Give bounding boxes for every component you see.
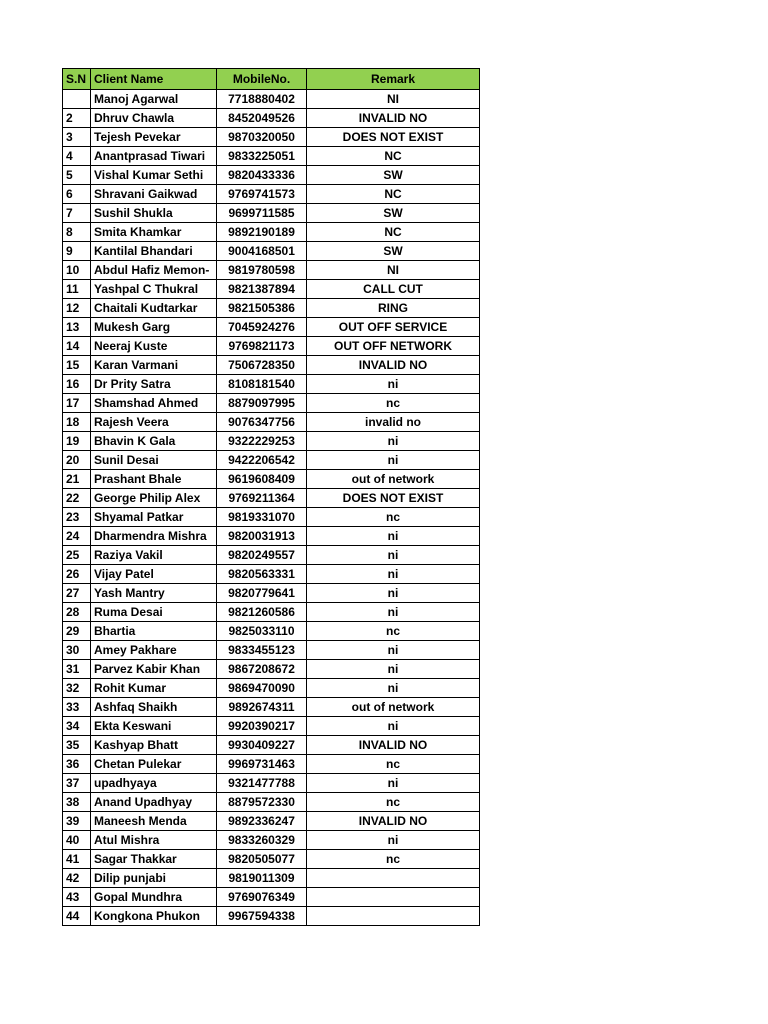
table-row <box>63 622 480 641</box>
table-row <box>63 793 480 812</box>
table-row <box>63 489 480 508</box>
cell-sn: 31 <box>63 660 91 679</box>
cell-remark: nc <box>307 755 480 774</box>
cell-sn: 38 <box>63 793 91 812</box>
cell-sn: 29 <box>63 622 91 641</box>
cell-remark: ni <box>307 565 480 584</box>
header-mobile: MobileNo. <box>217 69 307 90</box>
table-row <box>63 394 480 413</box>
cell-client-name: Dharmendra Mishra <box>91 527 217 546</box>
cell-sn: 2 <box>63 109 91 128</box>
table-row <box>63 432 480 451</box>
cell-remark: ni <box>307 774 480 793</box>
table-row <box>63 907 480 926</box>
cell-client-name: Raziya Vakil <box>91 546 217 565</box>
cell-client-name: Prashant Bhale <box>91 470 217 489</box>
cell-client-name: Shravani Gaikwad <box>91 185 217 204</box>
cell-sn: 33 <box>63 698 91 717</box>
cell-client-name: Chaitali Kudtarkar <box>91 299 217 318</box>
cell-mobile: 9820031913 <box>217 527 307 546</box>
table-row <box>63 736 480 755</box>
cell-client-name: Rohit Kumar <box>91 679 217 698</box>
cell-mobile: 9920390217 <box>217 717 307 736</box>
table-row <box>63 888 480 907</box>
cell-client-name: upadhyaya <box>91 774 217 793</box>
cell-client-name: Anand Upadhyay <box>91 793 217 812</box>
cell-sn: 19 <box>63 432 91 451</box>
cell-mobile: 9619608409 <box>217 470 307 489</box>
cell-mobile: 9969731463 <box>217 755 307 774</box>
cell-client-name: Sagar Thakkar <box>91 850 217 869</box>
cell-mobile: 9004168501 <box>217 242 307 261</box>
cell-remark: ni <box>307 679 480 698</box>
cell-mobile: 9892190189 <box>217 223 307 242</box>
cell-mobile: 9870320050 <box>217 128 307 147</box>
cell-remark: OUT OFF NETWORK <box>307 337 480 356</box>
table-row <box>63 584 480 603</box>
cell-remark: DOES NOT EXIST <box>307 128 480 147</box>
client-table <box>62 68 480 926</box>
table-row <box>63 508 480 527</box>
cell-mobile: 8452049526 <box>217 109 307 128</box>
cell-sn: 41 <box>63 850 91 869</box>
table-row <box>63 755 480 774</box>
header-row <box>63 69 480 90</box>
cell-mobile: 9821387894 <box>217 280 307 299</box>
cell-sn: 34 <box>63 717 91 736</box>
table-row <box>63 603 480 622</box>
table-row <box>63 299 480 318</box>
cell-sn: 6 <box>63 185 91 204</box>
cell-remark: INVALID NO <box>307 109 480 128</box>
table-row <box>63 869 480 888</box>
cell-client-name: Amey Pakhare <box>91 641 217 660</box>
cell-client-name: Dr Prity Satra <box>91 375 217 394</box>
table-row <box>63 128 480 147</box>
table-row <box>63 451 480 470</box>
cell-sn: 21 <box>63 470 91 489</box>
cell-mobile: 9769741573 <box>217 185 307 204</box>
cell-remark: ni <box>307 375 480 394</box>
cell-sn: 30 <box>63 641 91 660</box>
header-client: Client Name <box>91 69 217 90</box>
cell-remark: nc <box>307 793 480 812</box>
cell-remark: NI <box>307 90 480 109</box>
table-row <box>63 185 480 204</box>
cell-remark: CALL CUT <box>307 280 480 299</box>
cell-client-name: Parvez Kabir Khan <box>91 660 217 679</box>
table-row <box>63 850 480 869</box>
cell-client-name: Shamshad Ahmed <box>91 394 217 413</box>
cell-remark: nc <box>307 394 480 413</box>
cell-remark: RING <box>307 299 480 318</box>
table-row <box>63 831 480 850</box>
table-row <box>63 660 480 679</box>
cell-mobile: 9825033110 <box>217 622 307 641</box>
cell-sn: 28 <box>63 603 91 622</box>
cell-mobile: 9819011309 <box>217 869 307 888</box>
cell-sn: 18 <box>63 413 91 432</box>
cell-mobile: 9833225051 <box>217 147 307 166</box>
cell-sn: 24 <box>63 527 91 546</box>
cell-sn: 27 <box>63 584 91 603</box>
table-row <box>63 318 480 337</box>
cell-client-name: Shyamal Patkar <box>91 508 217 527</box>
cell-mobile: 9820249557 <box>217 546 307 565</box>
cell-remark: ni <box>307 660 480 679</box>
cell-mobile: 7045924276 <box>217 318 307 337</box>
cell-mobile: 9820505077 <box>217 850 307 869</box>
cell-sn: 15 <box>63 356 91 375</box>
cell-sn: 42 <box>63 869 91 888</box>
cell-mobile: 9769821173 <box>217 337 307 356</box>
cell-client-name: Abdul Hafiz Memon- <box>91 261 217 280</box>
cell-client-name: Kashyap Bhatt <box>91 736 217 755</box>
cell-mobile: 9820433336 <box>217 166 307 185</box>
cell-mobile: 9819780598 <box>217 261 307 280</box>
cell-mobile: 9867208672 <box>217 660 307 679</box>
table-row <box>63 470 480 489</box>
cell-mobile: 8879097995 <box>217 394 307 413</box>
table-row <box>63 242 480 261</box>
table-body <box>63 90 480 926</box>
cell-mobile: 9820563331 <box>217 565 307 584</box>
cell-remark: OUT OFF SERVICE <box>307 318 480 337</box>
cell-sn: 13 <box>63 318 91 337</box>
cell-mobile: 9869470090 <box>217 679 307 698</box>
cell-sn: 9 <box>63 242 91 261</box>
table-row <box>63 812 480 831</box>
cell-mobile: 9769076349 <box>217 888 307 907</box>
cell-client-name: Bhartia <box>91 622 217 641</box>
cell-client-name: Sushil Shukla <box>91 204 217 223</box>
cell-mobile: 9892674311 <box>217 698 307 717</box>
cell-sn: 10 <box>63 261 91 280</box>
cell-client-name: Gopal Mundhra <box>91 888 217 907</box>
cell-remark <box>307 907 480 926</box>
cell-remark: nc <box>307 622 480 641</box>
cell-mobile: 9769211364 <box>217 489 307 508</box>
cell-remark: NC <box>307 185 480 204</box>
cell-sn: 7 <box>63 204 91 223</box>
cell-client-name: Tejesh Pevekar <box>91 128 217 147</box>
table-row <box>63 337 480 356</box>
cell-client-name: George Philip Alex <box>91 489 217 508</box>
cell-client-name: Maneesh Menda <box>91 812 217 831</box>
cell-sn: 39 <box>63 812 91 831</box>
cell-remark: invalid no <box>307 413 480 432</box>
cell-client-name: Neeraj Kuste <box>91 337 217 356</box>
cell-remark: NC <box>307 223 480 242</box>
cell-client-name: Yash Mantry <box>91 584 217 603</box>
cell-remark: NC <box>307 147 480 166</box>
table-row <box>63 413 480 432</box>
cell-client-name: Dhruv Chawla <box>91 109 217 128</box>
cell-client-name: Kantilal Bhandari <box>91 242 217 261</box>
cell-sn: 25 <box>63 546 91 565</box>
cell-remark: ni <box>307 546 480 565</box>
cell-sn: 11 <box>63 280 91 299</box>
table-row <box>63 261 480 280</box>
table-row <box>63 280 480 299</box>
cell-remark: INVALID NO <box>307 736 480 755</box>
cell-remark: ni <box>307 527 480 546</box>
table-row <box>63 223 480 242</box>
cell-mobile: 9821260586 <box>217 603 307 622</box>
cell-client-name: Anantprasad Tiwari <box>91 147 217 166</box>
cell-remark: DOES NOT EXIST <box>307 489 480 508</box>
cell-remark: ni <box>307 603 480 622</box>
cell-remark: NI <box>307 261 480 280</box>
cell-remark: out of network <box>307 698 480 717</box>
client-sheet <box>62 68 480 926</box>
cell-client-name: Karan Varmani <box>91 356 217 375</box>
cell-mobile: 9076347756 <box>217 413 307 432</box>
cell-sn: 16 <box>63 375 91 394</box>
cell-client-name: Sunil Desai <box>91 451 217 470</box>
cell-client-name: Rajesh Veera <box>91 413 217 432</box>
cell-mobile: 9820779641 <box>217 584 307 603</box>
cell-sn: 36 <box>63 755 91 774</box>
cell-remark: SW <box>307 166 480 185</box>
table-row <box>63 90 480 109</box>
cell-client-name: Ruma Desai <box>91 603 217 622</box>
cell-sn: 43 <box>63 888 91 907</box>
cell-sn: 44 <box>63 907 91 926</box>
cell-mobile: 9699711585 <box>217 204 307 223</box>
cell-remark: ni <box>307 641 480 660</box>
cell-sn: 8 <box>63 223 91 242</box>
table-row <box>63 356 480 375</box>
cell-remark: nc <box>307 850 480 869</box>
cell-mobile: 9321477788 <box>217 774 307 793</box>
cell-remark: SW <box>307 204 480 223</box>
cell-sn: 20 <box>63 451 91 470</box>
cell-remark <box>307 888 480 907</box>
cell-client-name: Dilip punjabi <box>91 869 217 888</box>
cell-remark: out of network <box>307 470 480 489</box>
cell-sn: 22 <box>63 489 91 508</box>
cell-mobile: 9322229253 <box>217 432 307 451</box>
table-row <box>63 641 480 660</box>
cell-remark <box>307 869 480 888</box>
cell-mobile: 9821505386 <box>217 299 307 318</box>
table-row <box>63 774 480 793</box>
cell-sn: 32 <box>63 679 91 698</box>
cell-remark: ni <box>307 717 480 736</box>
cell-client-name: Vishal Kumar Sethi <box>91 166 217 185</box>
cell-client-name: Chetan Pulekar <box>91 755 217 774</box>
cell-client-name: Ekta Keswani <box>91 717 217 736</box>
table-row <box>63 717 480 736</box>
cell-sn: 23 <box>63 508 91 527</box>
header-sn: S.N <box>63 69 91 90</box>
cell-mobile: 9833260329 <box>217 831 307 850</box>
cell-sn: 37 <box>63 774 91 793</box>
cell-mobile: 9892336247 <box>217 812 307 831</box>
table-row <box>63 109 480 128</box>
cell-mobile: 9422206542 <box>217 451 307 470</box>
cell-sn: 26 <box>63 565 91 584</box>
cell-remark: ni <box>307 831 480 850</box>
table-row <box>63 679 480 698</box>
cell-sn <box>63 90 91 109</box>
header-remark: Remark <box>307 69 480 90</box>
cell-sn: 3 <box>63 128 91 147</box>
table-row <box>63 375 480 394</box>
cell-mobile: 7718880402 <box>217 90 307 109</box>
cell-sn: 17 <box>63 394 91 413</box>
cell-mobile: 9967594338 <box>217 907 307 926</box>
table-row <box>63 698 480 717</box>
cell-remark: INVALID NO <box>307 356 480 375</box>
cell-mobile: 9833455123 <box>217 641 307 660</box>
cell-client-name: Smita Khamkar <box>91 223 217 242</box>
cell-sn: 35 <box>63 736 91 755</box>
cell-client-name: Vijay Patel <box>91 565 217 584</box>
cell-client-name: Kongkona Phukon <box>91 907 217 926</box>
cell-client-name: Yashpal C Thukral <box>91 280 217 299</box>
cell-sn: 14 <box>63 337 91 356</box>
cell-remark: nc <box>307 508 480 527</box>
table-row <box>63 166 480 185</box>
cell-mobile: 8108181540 <box>217 375 307 394</box>
cell-client-name: Atul Mishra <box>91 831 217 850</box>
cell-client-name: Manoj Agarwal <box>91 90 217 109</box>
cell-mobile: 7506728350 <box>217 356 307 375</box>
cell-mobile: 9930409227 <box>217 736 307 755</box>
cell-client-name: Mukesh Garg <box>91 318 217 337</box>
cell-client-name: Ashfaq Shaikh <box>91 698 217 717</box>
cell-sn: 4 <box>63 147 91 166</box>
table-row <box>63 546 480 565</box>
cell-sn: 12 <box>63 299 91 318</box>
cell-sn: 40 <box>63 831 91 850</box>
table-row <box>63 147 480 166</box>
cell-sn: 5 <box>63 166 91 185</box>
table-row <box>63 204 480 223</box>
cell-remark: INVALID NO <box>307 812 480 831</box>
cell-remark: ni <box>307 584 480 603</box>
cell-remark: ni <box>307 451 480 470</box>
table-row <box>63 565 480 584</box>
cell-mobile: 9819331070 <box>217 508 307 527</box>
table-row <box>63 527 480 546</box>
cell-client-name: Bhavin K Gala <box>91 432 217 451</box>
cell-mobile: 8879572330 <box>217 793 307 812</box>
cell-remark: SW <box>307 242 480 261</box>
cell-remark: ni <box>307 432 480 451</box>
